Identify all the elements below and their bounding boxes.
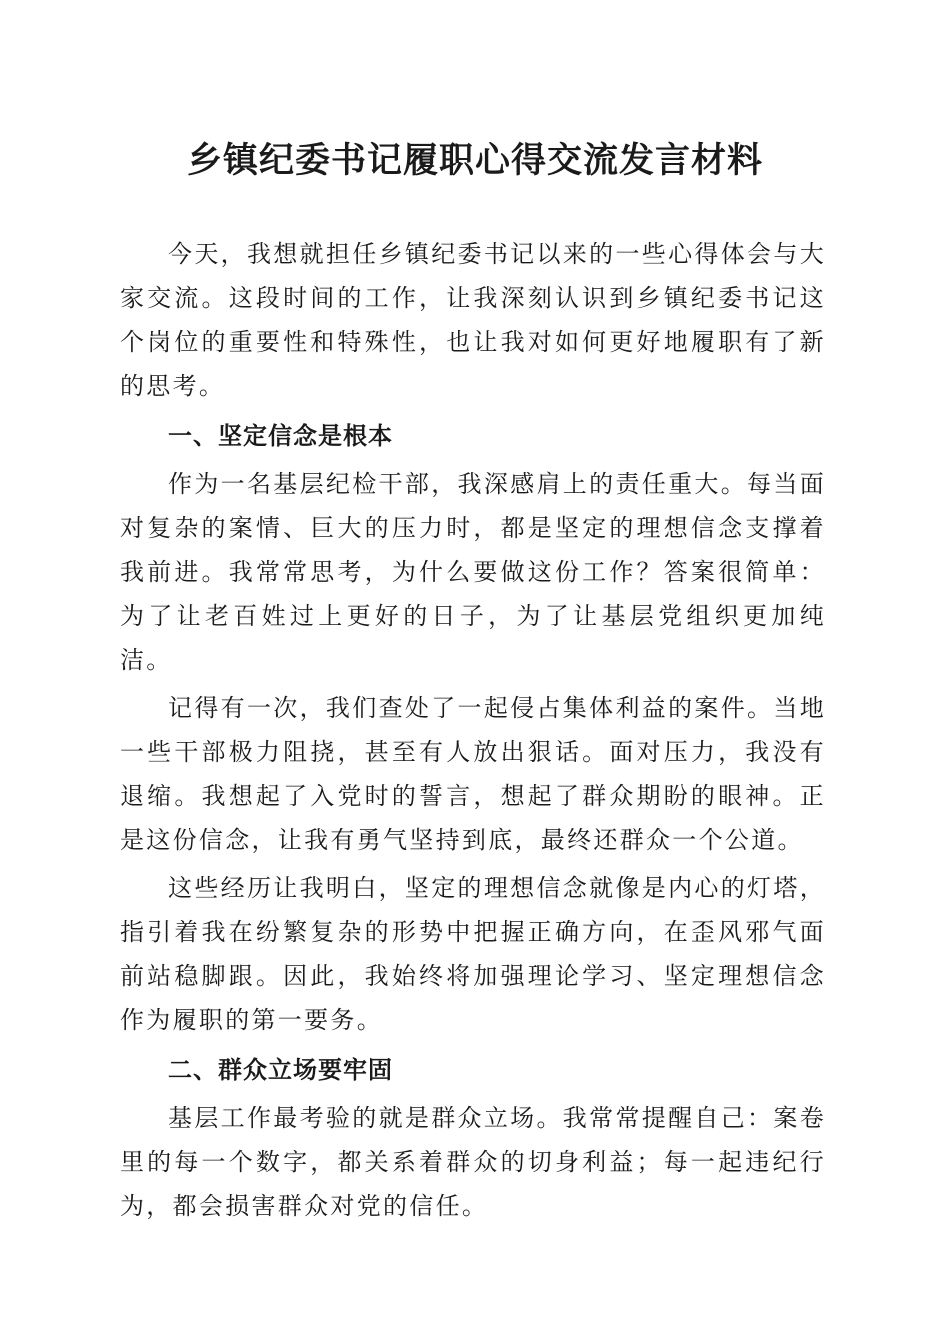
section-heading-2: 二、群众立场要牢固 — [168, 1056, 393, 1084]
section1-paragraph-3: 这些经历让我明白，坚定的理想信念就像是内心的灯塔，指引着我在纷繁复杂的形势中把握正确方向，在歪风邪气面前站稳脚跟。因此，我始终将加强理论学习、坚定理想信念作为履职的第一要务。 — [120, 874, 826, 1034]
document-body — [120, 232, 826, 1228]
intro-paragraph: 今天，我想就担任乡镇纪委书记以来的一些心得体会与大家交流。这段时间的工作，让我深刻认识到乡镇纪委书记这个岗位的重要性和特殊性，也让我对如何更好地履职有了新的思考。 — [120, 240, 826, 400]
section1-paragraph-2: 记得有一次，我们查处了一起侵占集体利益的案件。当地一些干部极力阻挠，甚至有人放出狠话。面对压力，我没有退缩。我想起了入党时的誓言，想起了群众期盼的眼神。正是这份信念，让我有勇气坚持到底，最终还群众一个公道。 — [120, 694, 826, 854]
section2-paragraph-1: 基层工作最考验的就是群众立场。我常常提醒自己：案卷里的每一个数字，都关系着群众的切身利益；每一起违纪行为，都会损害群众对党的信任。 — [120, 1104, 826, 1220]
section-heading-1: 一、坚定信念是根本 — [168, 422, 393, 450]
document-title: 乡镇纪委书记履职心得交流发言材料 — [186, 140, 763, 181]
section1-paragraph-1: 作为一名基层纪检干部，我深感肩上的责任重大。每当面对复杂的案情、巨大的压力时，都是坚定的理想信念支撑着我前进。我常常思考，为什么要做这份工作？答案很简单：为了让老百姓过上更好的日子，为了让基层党组织更加纯洁。 — [120, 470, 826, 674]
